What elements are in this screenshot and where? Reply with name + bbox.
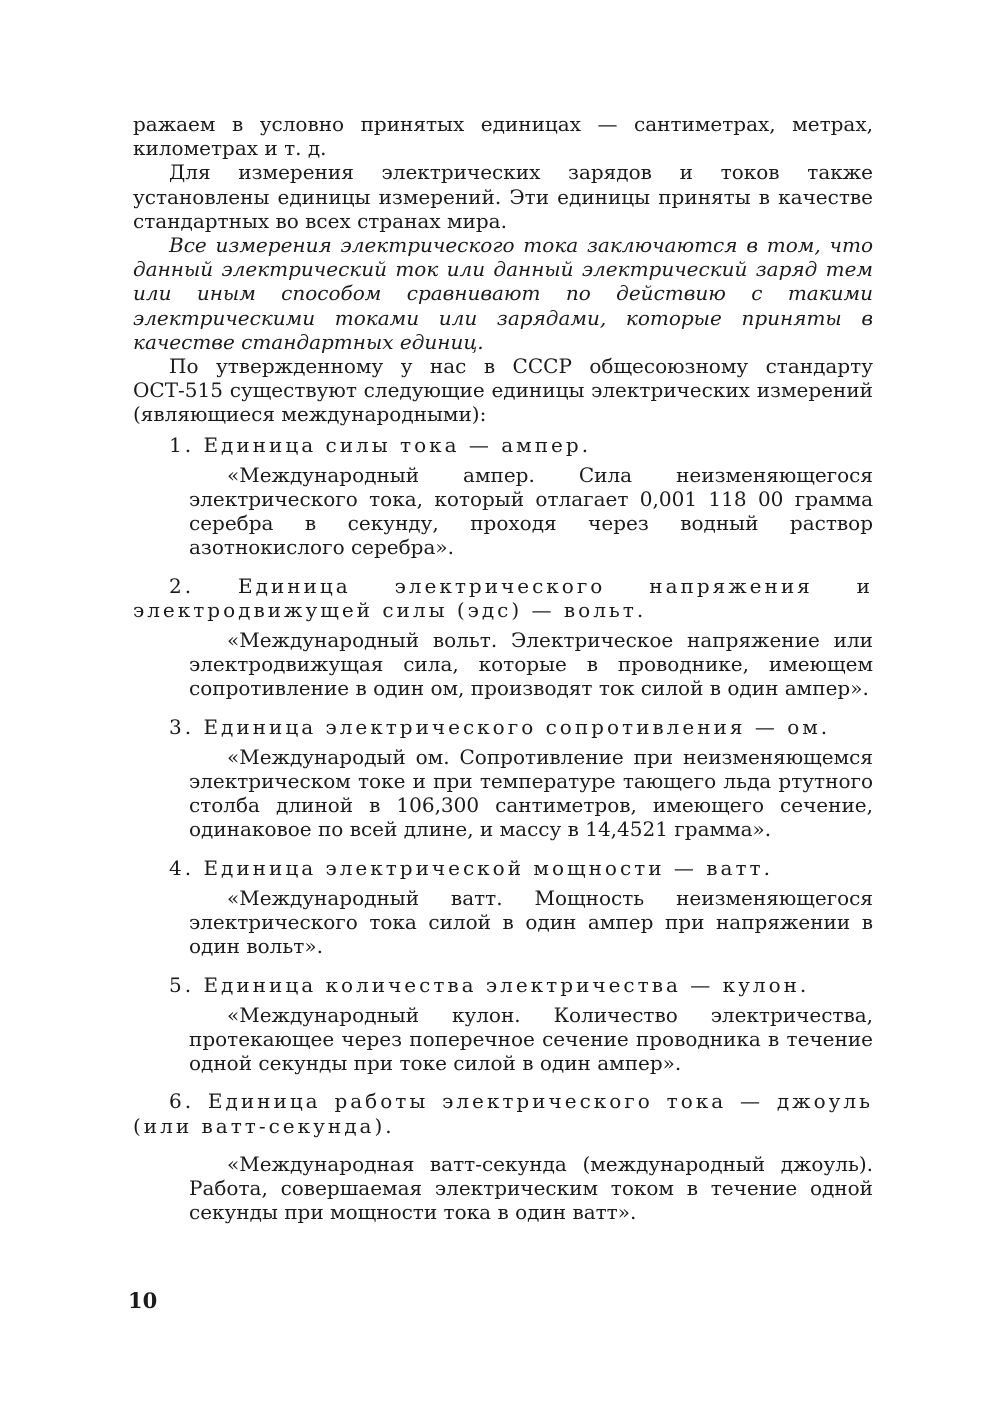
- unit-definition-ampere: «Международный ампер. Сила неизменяющегося электрического тока, который отлагает 0,001 118 00 грамма серебра в секунду, проходя через водный раствор азотнокислого серебра».: [189, 462, 873, 560]
- unit-heading-ampere: 1. Единица силы тока — ампер.: [169, 432, 592, 457]
- unit-heading-coulomb: 5. Единица количества электричества — кулон.: [169, 972, 810, 997]
- paragraph-ost-515: По утвержденному у нас в СССР общесоюзному стандарту ОСТ-515 существуют следующие единицы электрических измерений (являющиеся международными):: [133, 354, 873, 427]
- unit-definition-coulomb: «Международный кулон. Количество электричества, протекающее через поперечное сечение проводника в течение одной секунды при токе силой в один ампер».: [189, 1002, 873, 1076]
- page-text: [133, 112, 873, 1224]
- unit-heading-joule: 6. Единица работы электрического тока — джоуль (или ватт-секунда).: [133, 1089, 873, 1138]
- unit-heading-volt: 2. Единица электрического напряжения и электродвижущей силы (эдс) — вольт.: [133, 573, 873, 622]
- paragraph-units-intro: Для измерения электрических зарядов и токов также установлены единицы измерений. Эти единицы приняты в качестве стандартных во всех странах мира.: [133, 160, 873, 233]
- unit-heading-watt: 4. Единица электрической мощности — ватт.: [169, 855, 773, 880]
- page-number: 10: [128, 1288, 158, 1313]
- unit-heading-ohm: 3. Единица электрического сопротивления — ом.: [169, 714, 831, 739]
- unit-definition-joule: «Международная ватт-секунда (международный джоуль). Работа, совершаемая электрическим током в течение одной секунды при мощности тока в один ватт».: [189, 1151, 873, 1225]
- paragraph-measurement-principle: Все измерения электрического тока заключаются в том, что данный электрический ток или данный электрический заряд тем или иным способом сравнивают по действию с такими электрическими токами или зарядами, которые приняты в качестве стандартных единиц.: [133, 233, 873, 354]
- unit-definition-watt: «Международный ватт. Мощность неизменяющегося электрического тока силой в один ампер при напряжении в один вольт».: [189, 885, 873, 959]
- paragraph-continuation: ражаем в условно принятых единицах — сантиметрах, метрах, километрах и т. д.: [133, 112, 873, 161]
- unit-definition-volt: «Международный вольт. Электрическое напряжение или электродвижущая сила, которые в проводнике, имеющем сопротивление в один ом, производят ток силой в один ампер».: [189, 628, 873, 701]
- unit-definition-ohm: «Международый ом. Сопротивление при неизменяющемся электрическом токе и при температуре тающего льда ртутного столба длиной в 106,300 сантиметров, имеющего сечение, одинаковое по всей длине, и массу в 14,4521 грамма».: [189, 744, 873, 842]
